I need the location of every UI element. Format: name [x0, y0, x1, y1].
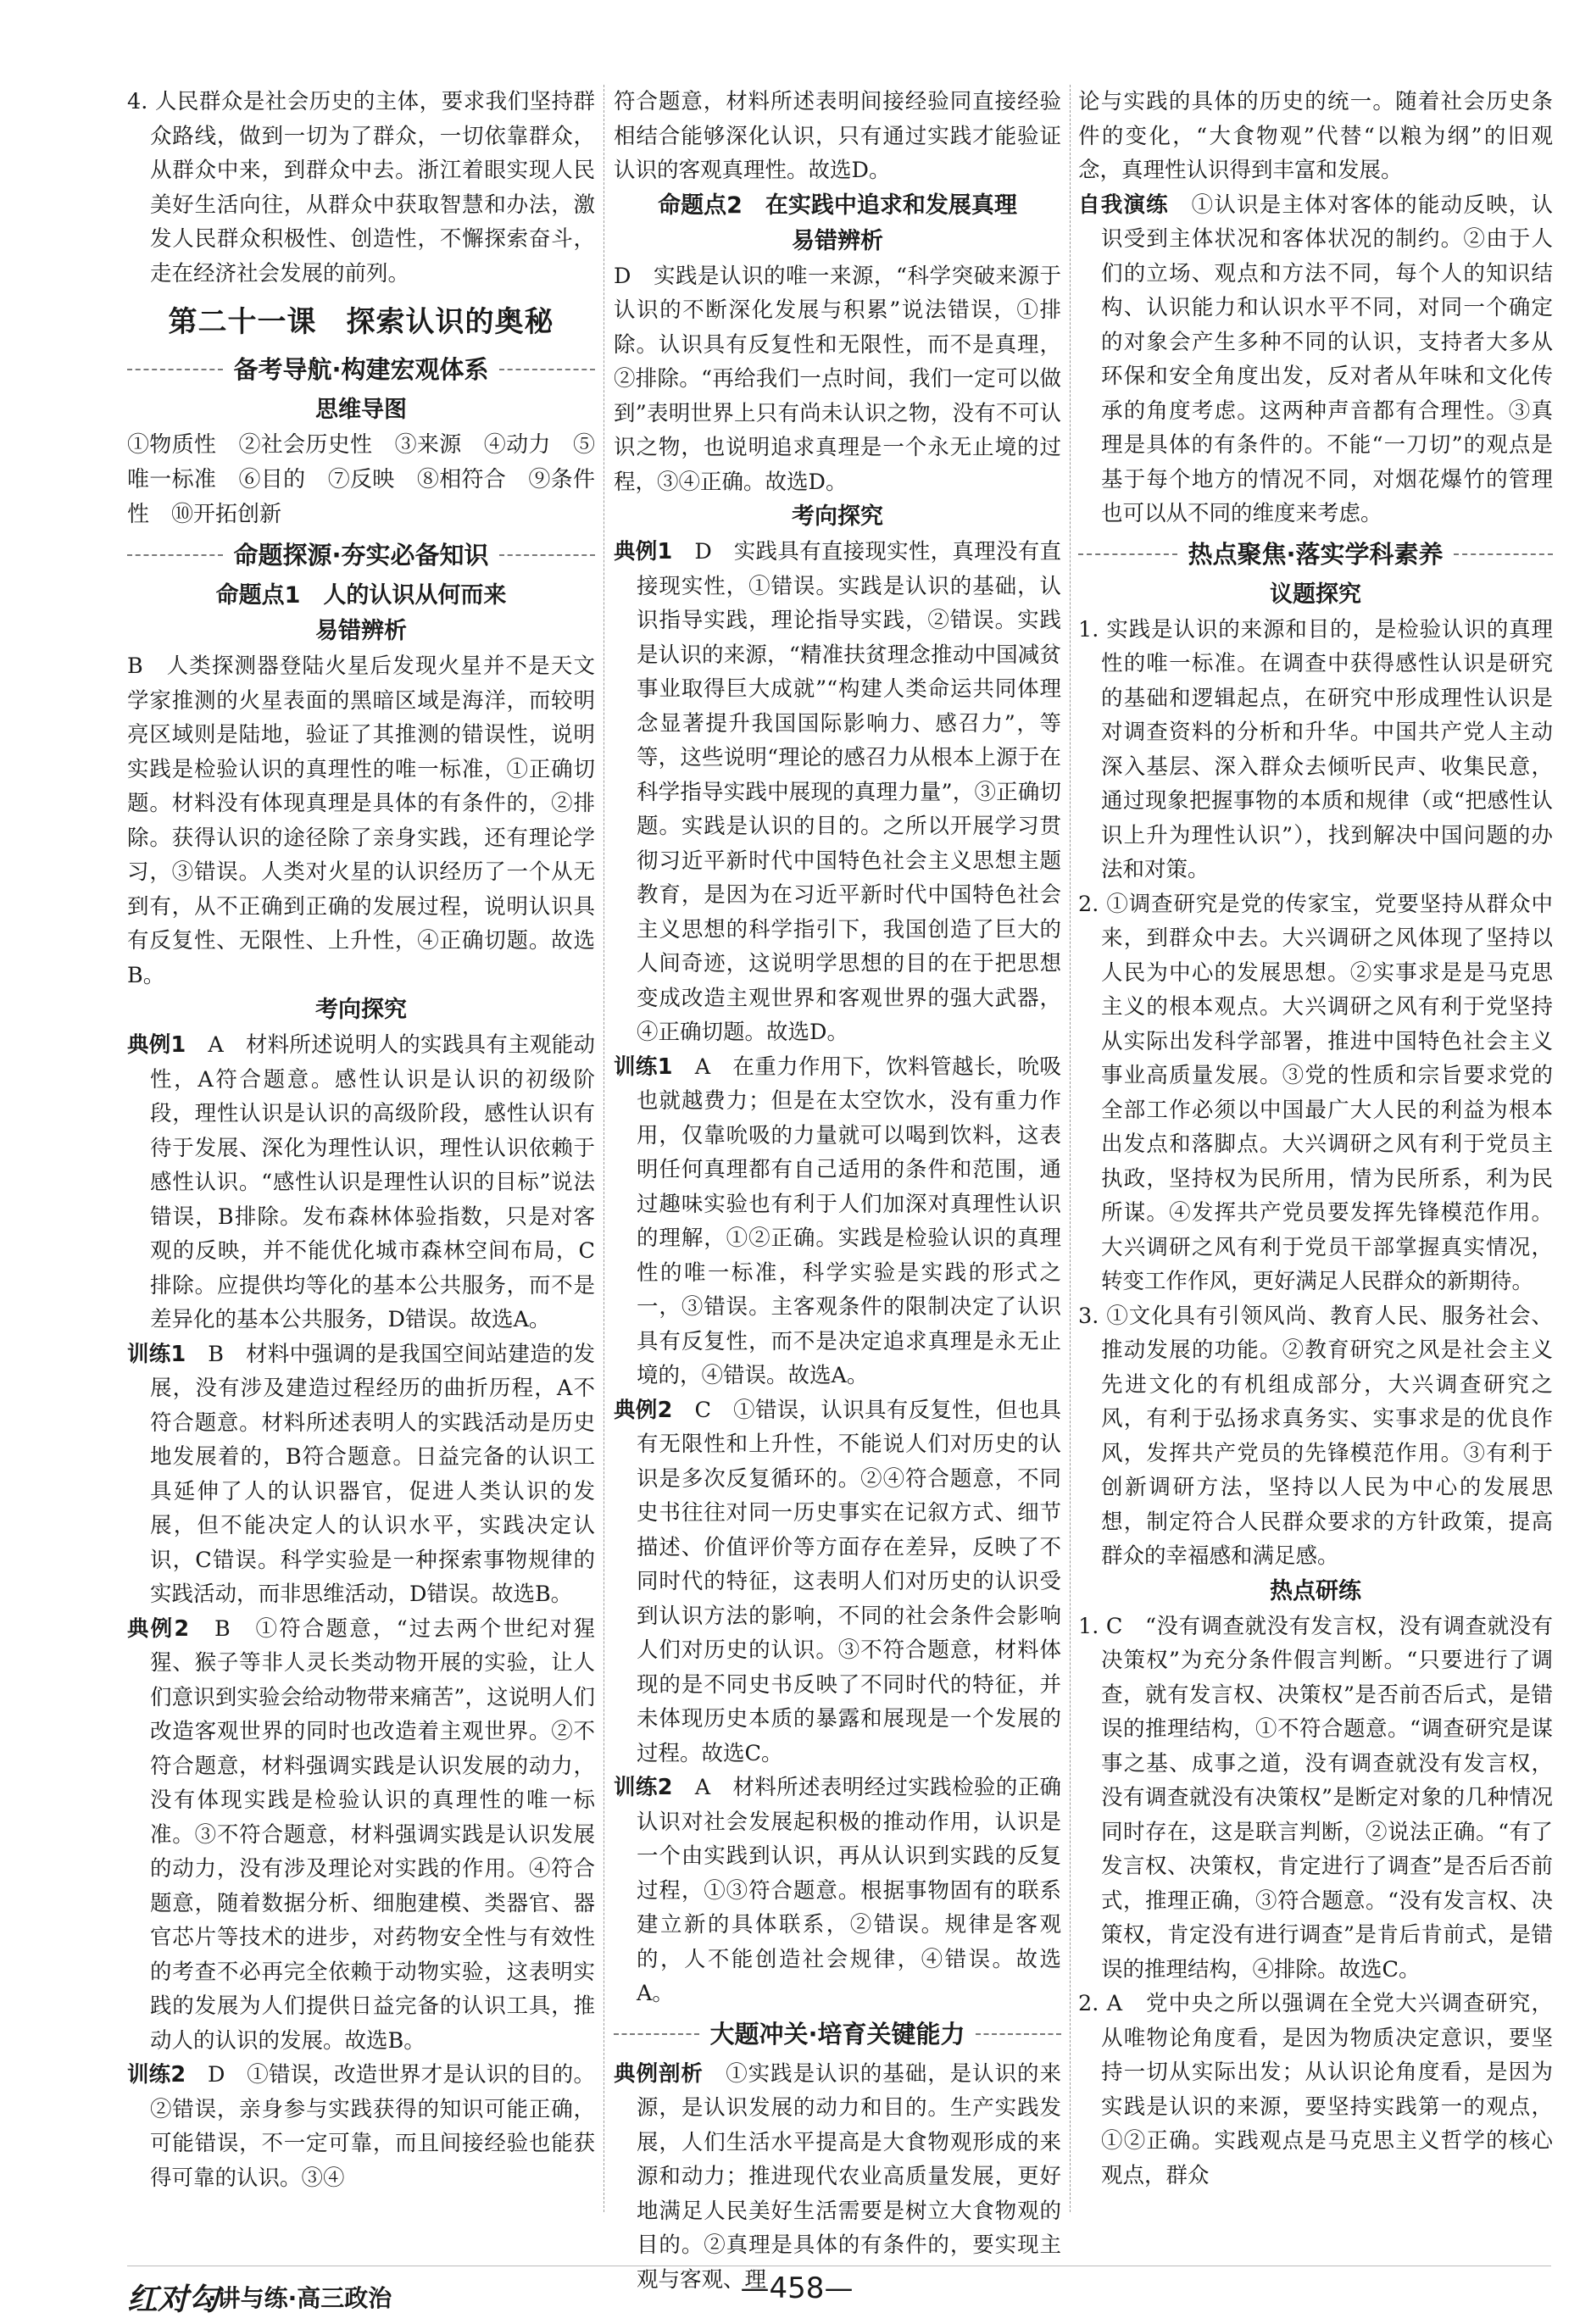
case-analysis-entry: [614, 2057, 1061, 2298]
section-banner-label: 大题冲关·培育关键能力: [709, 2019, 965, 2049]
entry-label: 训练1: [127, 1341, 186, 1367]
entry-label: 自我演练: [1078, 192, 1169, 218]
subheading: 易错辨析: [315, 618, 407, 644]
entry-text: A 在重力作用下，饮料管越长，吮吸也就越费力；但是在太空饮水，没有重力作用，仅靠吮吸的力量就可以喝到饮料，这表明任何真理都有自己适用的条件和范围，通过趣味实验也有利于人们加深对真理性认识的理解，①②正确。实践是检验认识的真理性的唯一标准，科学实验是实践的形式之一，③错误。主客观条件的限制决定了认识具有反复性，而不是决定追求真理是永无止境的，④错误。故选A。: [637, 1054, 1061, 1388]
mindmap-answers: ①物质性 ②社会历史性 ③来源 ④动力 ⑤唯一标准 ⑥目的 ⑦反映 ⑧相符合 ⑨条件性 ⑩开拓创新: [127, 432, 595, 527]
entry-text: B 材料中强调的是我国空间站建造的发展，没有涉及建造过程经历的曲折历程，A不符合题意。材料所述表明人的实践活动是历史地发展着的，B符合题意。日益完备的认识工具延伸了人的认识器官，促进人类认识的发展，但不能决定人的认识水平，实践决定认识，C错误。科学实验是一种探索事物规律的实践活动，而非思维活动，D错误。故选B。: [150, 1341, 595, 1607]
subheading: 考向探究: [315, 997, 407, 1023]
topic-answer-2: 2. ①调查研究是党的传家宝，党要坚持从群众中来，到群众中去。大兴调研之风体现了坚持以人民为中心的发展思想。②实事求是是马克思主义的根本观点。大兴调研之风有利于党坚持从实际出发科学部署，推进中国特色社会主义事业高质量发展。③党的性质和宗旨要求党的全部工作必须以中国最广大人民的利益为根本出发点和落脚点。大兴调研之风有利于党员主执政，坚持权为民所用，情为民所系，利为民所谋。④发挥共产党员要发挥先锋模范作用。大兴调研之风有利于党员干部掌握真实情况，转变工作作风，更好满足人民群众的新期待。: [1078, 891, 1553, 1294]
example-entry: [614, 1393, 1061, 1771]
entry-label: 训练2: [127, 2062, 186, 2088]
entry-text: ①认识是主体对客体的能动反映，认识受到主体状况和客体状况的制约。②由于人们的立场、观点和方法不同，每个人的知识结构、认识能力和认识水平不同，对同一个确定的对象会产生多种不同的认识，支持者大多从环保和安全角度出发，反对者从年味和文化传承的角度考虑。这两种声音都有合理性。③真理是具体的有条件的。不能“一刀切”的观点是基于每个地方的情况不同，对烟花爆竹的管理也可以从不同的维度来考虑。: [1101, 192, 1553, 526]
lesson-title: 第二十一课 探索认识的奥秘: [168, 305, 554, 339]
section-banner-label: 热点聚焦·落实学科素养: [1188, 539, 1444, 569]
entry-label: 训练1: [614, 1054, 673, 1080]
example-entry: [127, 1028, 595, 1337]
entry-text: A 材料所述表明经过实践检验的正确认识对社会发展起积极的推动作用，认识是一个由实践到认识，再从认识到实践的反复过程，①③符合题意。根据事物固有的联系建立新的具体联系，②错误。规律是客观的，人不能创造社会规律，④错误。故选A。: [637, 1775, 1061, 2006]
entry-text: D 实践具有直接现实性，真理没有直接现实性，①错误。实践是认识的基础，认识指导实践，理论指导实践，②错误。实践是认识的来源，“精准扶贫理念推动中国减贫事业取得巨大成就”“构建人类命运共同体理念显著提升我国国际影响力、感召力”，等等，这些说明“理论的感召力从根本上源于在科学指导实践中展现的真理力量”，③正确切题。实践是认识的目的。之所以开展学习贯彻习近平新时代中国特色社会主义思想主题教育，是因为在习近平新时代中国特色社会主义思想的科学指引下，我国创造了巨大的人间奇迹，这说明学思想的目的在于把思想变成改造主观世界和客观世界的强大武器，④正确切题。故选D。: [637, 539, 1061, 1045]
entry-text: A 材料所述说明人的实践具有主观能动性，A符合题意。感性认识是认识的初级阶段，理性认识是认识的高级阶段，感性认识有待于发展、深化为理性认识，理性认识依赖于感性认识。“感性认识是理性认识的目标”说法错误，B排除。发布森林体验指数，只是对客观的反映，并不能优化城市森林空间布局，C排除。应提供均等化的基本公共服务，而不是差异化的基本公共服务，D错误。故选A。: [150, 1032, 595, 1332]
section-banner-label: 备考导航·构建宏观体系: [233, 355, 489, 384]
subheading: 考向探究: [792, 503, 883, 530]
paragraph: 论与实践的具体的历史的统一。随着社会历史条件的变化，“大食物观”代替“以粮为纲”的旧观念，真理性认识得到丰富和发展。: [1078, 89, 1553, 183]
proposition-title: 命题点2 在实践中追求和发展真理: [658, 192, 1017, 219]
section-banner: [127, 350, 595, 389]
book-subtitle: ·讲与练·高三政治: [208, 2284, 392, 2312]
training-entry: [127, 1337, 595, 1612]
paragraph: B 人类探测器登陆火星后发现火星并不是天文学家推测的火星表面的黑暗区域是海洋，而较明亮区域则是陆地，验证了其推测的错误性，说明实践是检验认识的真理性的唯一标准，①正确切题。材料没有体现真理是具体的有条件的，②排除。获得认识的途径除了亲身实践，还有理论学习，③错误。人类对火星的认识经历了一个从无到有，从不正确到正确的发展过程，说明认识具有反复性、无限性、上升性，④正确切题。故选B。: [127, 653, 595, 988]
entry-label: 典例剖析: [614, 2060, 704, 2087]
entry-label: 典例1: [127, 1032, 186, 1058]
entry-label: 典例1: [614, 539, 673, 564]
entry-label: 典例2: [127, 1615, 190, 1642]
subheading: 易错辨析: [792, 227, 883, 254]
brand-logo: 红对勾: [127, 2282, 220, 2317]
entry-label: 训练2: [614, 1775, 673, 1800]
proposition-title: 命题点1 人的认识从何而来: [215, 582, 507, 609]
section-banner: [614, 2015, 1061, 2054]
entry-text: C ①错误，认识具有反复性，但也具有无限性和上升性，不能说人们对历史的认识是多次反复循环的。②④符合题意，不同史书往往对同一历史事实在记叙方式、细节描述、价值评价等方面存在差异，反映了不同时代的特征，这表明人们对历史的认识受到认识方法的影响，不同的社会条件会影响人们对历史的认识。③不符合题意，材料体现的是不同史书反映了不同时代的特征，并未体现历史本质的暴露和展现是一个发展的过程。故选C。: [637, 1397, 1061, 1766]
entry-label: 典例2: [614, 1397, 673, 1423]
page-number: —458—: [740, 2271, 854, 2305]
column-right: [1078, 85, 1553, 2255]
column-left: [127, 85, 595, 2255]
subheading: 思维导图: [315, 397, 407, 423]
section-banner: [127, 536, 595, 575]
entry-text: B ①符合题意，“过去两个世纪对猩猩、猴子等非人灵长类动物开展的实验，让人们意识到实验会给动物带来痛苦”，这说明人们改造客观世界的同时也改造着主观世界。②不符合题意，材料强调实践是认识发展的动力，没有体现实践是检验认识的真理性的唯一标准。③不符合题意，材料强调实践是认识发展的动力，没有涉及理论对实践的作用。④符合题意，随着数据分析、细胞建模、类器官、器官芯片等技术的进步，对药物安全性与有效性的考查不必再完全依赖于动物实验，这表明实践的发展为人们提供日益完备的认识工具，推动人的认识的发展。故选B。: [150, 1615, 595, 2054]
training-entry: [127, 2058, 595, 2195]
entry-text: D ①错误，改造世界才是认识的目的。②错误，亲身参与实践获得的知识可能正确，可能错误，不一定可靠，而且间接经验也能获得可靠的认识。③④: [150, 2062, 595, 2191]
paragraph: 符合题意，材料所述表明间接经验同直接经验相结合能够深化认识，只有通过实践才能验证认识的客观真理性。故选D。: [614, 89, 1061, 183]
section-banner: [1078, 535, 1553, 574]
column-divider: [1070, 85, 1071, 2212]
section-banner-label: 命题探源·夯实必备知识: [233, 541, 489, 570]
topic-answer-1: 1. 实践是认识的来源和目的，是检验认识的真理性的唯一标准。在调查中获得感性认识是研究的基础和逻辑起点，在研究中形成理性认识是对调查资料的分析和升华。中国共产党人主动深入基层、深入群众去倾听民声、收集民意，通过现象把握事物的本质和规律（或“把感性认识上升为理性认识”），找到解决中国问题的办法和对策。: [1078, 616, 1553, 882]
training-entry: [614, 1771, 1061, 2011]
example-entry: [127, 1612, 595, 2059]
hot-answer-2: 2. A 党中央之所以强调在全党大兴调查研究，从唯物论角度看，是因为物质决定意识，要坚持一切从实际出发；从认识论角度看，是因为实践是认识的来源，要坚持实践第一的观点，①②正确。实践观点是马克思主义哲学的核心观点，群众: [1078, 1991, 1553, 2188]
example-entry: [614, 535, 1061, 1050]
answer-item-4: 4. 人民群众是社会历史的主体，要求我们坚持群众路线，做到一切为了群众，一切依靠群众，从群众中来，到群众中去。浙江着眼实现人民美好生活向往，从群众中获取智慧和办法，激发人民群众积极性、创造性，不懈探索奋斗，走在经济社会发展的前列。: [127, 89, 595, 286]
topic-answer-3: 3. ①文化具有引领风尚、教育人民、服务社会、推动发展的功能。②教育研究之风是社会主义先进文化的有机组成部分，大兴调查研究之风，有利于弘扬求真务实、实事求是的优良作风，发挥共产党员的先锋模范作用。③有利于创新调研方法，坚持以人民为中心的发展思想，制定符合人民群众要求的方针政策，提高群众的幸福感和满足感。: [1078, 1303, 1553, 1569]
entry-text: ①实践是认识的基础，是认识的来源，是认识发展的动力和目的。生产实践发展，人们生活水平提高是大食物观形成的来源和动力；推进现代农业高质量发展，更好地满足人民美好生活需要是树立大食物观的目的。②真理是具体的有条件的，要实现主观与客观、理: [637, 2060, 1061, 2293]
training-entry: [614, 1050, 1061, 1393]
subheading: 热点研练: [1270, 1577, 1361, 1604]
hot-answer-1: 1. C “没有调查就没有发言权，没有调查就没有决策权”为充分条件假言判断。“只要进行了调查，就有发言权、决策权”是否前否后式，是错误的推理结构，①不符合题意。“调查研究是谋事之基、成事之道，没有调查就没有发言权，没有调查就没有决策权”是断定对象的几种情况同时存在，这是联言判断，②说法正确。“有了发言权、决策权，肯定进行了调查”是否后否前式，推理正确，③符合题意。“没有发言权、决策权，肯定没有进行调查”是肯后肯前式，是错误的推理结构，④排除。故选C。: [1078, 1613, 1553, 1982]
subheading: 议题探究: [1270, 581, 1361, 608]
paragraph: D 实践是认识的唯一来源，“科学突破来源于认识的不断深化发展与积累”说法错误，①排除。认识具有反复性和无限性，而不是真理，②排除。“再给我们一点时间，我们一定可以做到”表明世界上只有尚未认识之物，没有不可认识之物，也说明追求真理是一个永无止境的过程，③④正确。故选D。: [614, 263, 1061, 495]
self-practice-entry: [1078, 188, 1553, 531]
